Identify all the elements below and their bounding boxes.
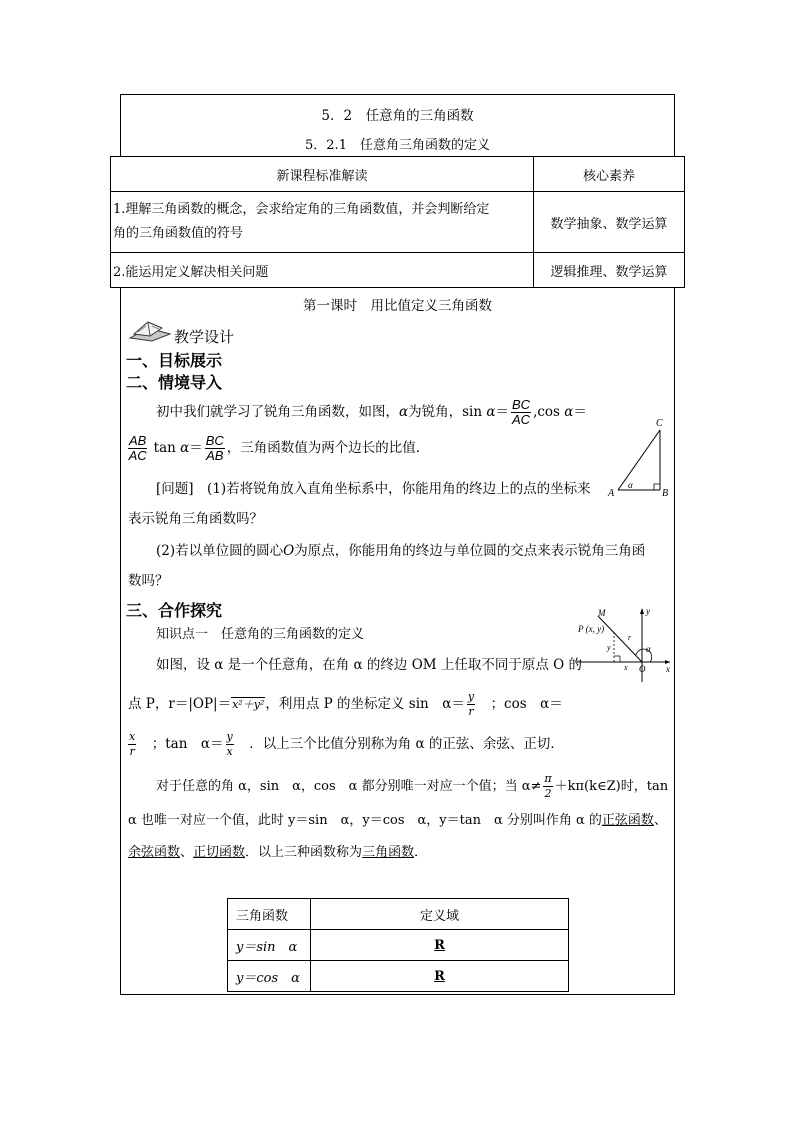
term-tangent-function: 正切函数 bbox=[193, 845, 246, 860]
lesson-title: 第一课时 用比值定义三角函数 bbox=[303, 298, 492, 314]
section-title: 5．2 任意角的三角函数 bbox=[321, 108, 474, 124]
question-1-cont: 表示锐角三角函数吗？ bbox=[128, 511, 263, 527]
label-o: O bbox=[639, 664, 646, 674]
function-domain-table bbox=[227, 898, 569, 992]
table-header-row bbox=[228, 899, 569, 930]
definition-line-4 bbox=[156, 772, 676, 801]
numerator: BC bbox=[512, 397, 531, 412]
intro-line-2: $\frac{AB}{AC}$ tan α＝ $\frac{BC}{AB}$ ，三角函数值为两个边长的比值． bbox=[128, 433, 430, 463]
question-text: 为原点，你能用角的终边与单位圆的交点来表示锐角三角函 bbox=[294, 543, 646, 559]
fraction-bc-ab bbox=[205, 434, 225, 463]
term-cosine-function: 余弦函数 bbox=[128, 845, 181, 860]
label-y-small: y bbox=[607, 643, 611, 652]
term-trig-function: 三角函数 bbox=[362, 845, 415, 860]
tan-text: tan bbox=[153, 440, 176, 456]
separator: 、 bbox=[653, 813, 667, 828]
section-heading-intro: 二、情境导入 bbox=[126, 373, 223, 392]
function-cell: y＝cos α bbox=[228, 961, 311, 992]
fraction-ab-ac bbox=[128, 434, 147, 463]
denominator: r bbox=[129, 745, 135, 758]
function-cell: y＝sin α bbox=[228, 930, 311, 961]
intro-text: 为锐角，sin bbox=[408, 404, 483, 420]
denominator: 2 bbox=[544, 787, 552, 800]
numerator: π bbox=[544, 772, 552, 785]
standard-text-line1: 1.理解三角函数的概念，会求给定角的三角函数值，并会判断给定 bbox=[113, 202, 490, 217]
standard-cell: 2.能运用定义解决相关问题 bbox=[111, 253, 534, 288]
knowledge-point-title: 知识点一 任意角的三角函数的定义 bbox=[156, 627, 365, 642]
alpha-symbol: α bbox=[180, 440, 190, 456]
denominator: r bbox=[468, 705, 474, 718]
denominator: AC bbox=[128, 448, 147, 463]
numerator: y bbox=[226, 730, 233, 743]
domain-cell: R bbox=[311, 961, 569, 992]
alpha-symbol: α bbox=[399, 404, 409, 420]
sqrt-expression: x²＋y² bbox=[232, 698, 265, 711]
section-heading-explore: 三、合作探究 bbox=[126, 601, 223, 620]
cos-text: ,cos bbox=[533, 404, 560, 420]
denominator: x bbox=[226, 745, 233, 758]
question-2-cont: 数吗？ bbox=[128, 573, 169, 589]
header-cell-literacy: 核心素养 bbox=[534, 157, 685, 192]
label-r: r bbox=[628, 633, 632, 642]
header-cell-function: 三角函数 bbox=[228, 899, 311, 930]
definition-text: 点 P，r＝|OP|＝ bbox=[128, 696, 232, 712]
definition-line-1: 如图，设 α 是一个任意角，在角 α 的终边 OM 上任取不同于原点 O 的 bbox=[156, 657, 583, 673]
subsection-title: 5．2.1 任意角三角函数的定义 bbox=[305, 138, 490, 153]
label-y-axis: y bbox=[646, 606, 650, 616]
question-text: (2)若以单位圆的圆心 bbox=[156, 543, 284, 559]
question-1 bbox=[156, 478, 616, 500]
fraction-y-x bbox=[226, 730, 234, 759]
label-a: A bbox=[608, 488, 615, 499]
definition-text: ；cos α＝ bbox=[490, 696, 563, 712]
section-heading-goals: 一、目标展示 bbox=[126, 351, 223, 370]
denominator: AC bbox=[512, 412, 531, 427]
header-cell-standards: 新课程标准解读 bbox=[111, 157, 534, 192]
table-row bbox=[111, 192, 685, 253]
standard-text-line2: 角的三角函数值的符号 bbox=[113, 226, 244, 241]
label-alpha: α bbox=[646, 644, 651, 654]
label-alpha: α bbox=[628, 480, 633, 490]
alpha-symbol: α bbox=[564, 404, 574, 420]
standard-cell bbox=[111, 192, 534, 253]
fraction-pi-2 bbox=[543, 772, 552, 801]
literacy-cell: 逻辑推理、数学运算 bbox=[534, 253, 685, 288]
table-header-row bbox=[111, 157, 685, 192]
period: ． bbox=[414, 845, 428, 860]
table-row bbox=[228, 961, 569, 992]
curriculum-standards-table bbox=[110, 156, 685, 288]
numerator: AB bbox=[129, 433, 147, 448]
fraction-y-r bbox=[467, 690, 475, 719]
definition-line-5 bbox=[128, 810, 673, 832]
intro-text: ，三角函数值为两个边长的比值． bbox=[226, 440, 430, 456]
definition-text: ．以上三个比值分别称为角 α 的正弦、余弦、正切． bbox=[249, 736, 564, 752]
separator: 、 bbox=[180, 845, 194, 860]
numerator: BC bbox=[205, 433, 224, 448]
header-cell-domain: 定义域 bbox=[311, 899, 569, 930]
definition-line-3 bbox=[128, 730, 673, 759]
definition-text: α 也唯一对应一个值，此时 y＝sin α，y＝cos α，y＝tan α 分别叫作角 α 的 bbox=[128, 813, 602, 828]
definition-text: ．以上三种函数称为 bbox=[245, 845, 363, 860]
numerator: x bbox=[129, 730, 136, 743]
numerator: y bbox=[467, 690, 475, 703]
fraction-bc-ac bbox=[511, 398, 531, 427]
definition-line-2 bbox=[128, 690, 673, 719]
alpha-symbol: α bbox=[486, 404, 496, 420]
question-text: (1)若将锐角放入直角坐标系中，你能用角的终边上的点的坐标来 bbox=[207, 481, 591, 497]
fraction-x-r bbox=[128, 730, 136, 759]
definition-text: ，利用点 P 的坐标定义 sin α＝ bbox=[265, 696, 465, 712]
definition-text: ＋kπ(k∈Z)时，tan bbox=[554, 779, 669, 794]
denominator: AB bbox=[206, 448, 224, 463]
table-row bbox=[111, 253, 685, 288]
intro-line-1: 初中我们就学习了锐角三角函数，如图，α为锐角，sin α＝ $\frac{BC}{AC}$ ,cos α＝ bbox=[156, 397, 587, 427]
design-label: 教学设计 bbox=[174, 328, 235, 346]
book-icon bbox=[128, 318, 172, 346]
term-sine-function: 正弦函数 bbox=[601, 813, 654, 828]
question-2 bbox=[156, 540, 696, 562]
origin-o: O bbox=[283, 543, 295, 559]
label-x-axis: x bbox=[666, 664, 670, 674]
definition-line-6 bbox=[128, 842, 673, 864]
label-c: C bbox=[656, 418, 663, 429]
right-triangle-figure bbox=[604, 414, 684, 504]
label-x-small: x bbox=[624, 663, 628, 672]
literacy-cell: 数学抽象、数学运算 bbox=[534, 192, 685, 253]
definition-text: 对于任意的角 α，sin α，cos α 都分别唯一对应一个值；当 α≠ bbox=[156, 779, 542, 794]
domain-cell: R bbox=[311, 930, 569, 961]
definition-text: ；tan α＝ bbox=[151, 736, 224, 752]
label-m: M bbox=[598, 608, 606, 618]
table-row bbox=[228, 930, 569, 961]
intro-text: 初中我们就学习了锐角三角函数，如图， bbox=[156, 404, 399, 420]
label-b: B bbox=[662, 488, 669, 499]
label-p: P (x, y) bbox=[578, 624, 605, 634]
question-label: [问题] bbox=[156, 481, 194, 497]
